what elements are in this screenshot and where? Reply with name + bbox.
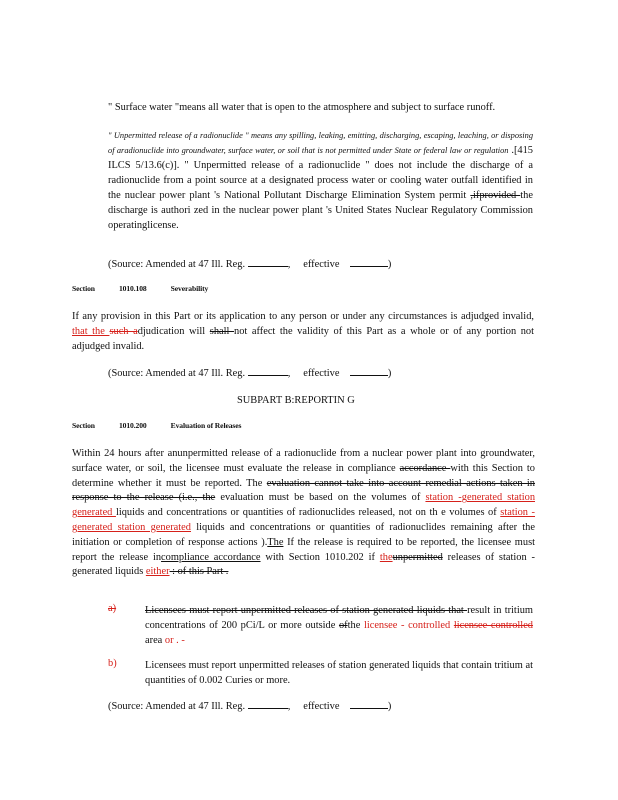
- evaluation-strike-accordance: accordance: [399, 462, 451, 474]
- source-effective: effective: [303, 701, 340, 712]
- source-blank-reg: [248, 698, 288, 709]
- definition-unpermitted-text-b: the discharge is authori zed in the nuclear power plant 's United States Nuclear Regulatory Commission operatinglicense.: [108, 190, 533, 231]
- source-label: (Source: Amended at 47 Ill. Reg.: [108, 701, 246, 712]
- item-b-text: Licensees must report unpermitted releases of station generated liquids that contain tritium at quantities of 0.002 Curies or more.: [145, 660, 533, 686]
- severability-text-b: djudication will: [137, 326, 210, 337]
- item-a-label: [108, 603, 116, 614]
- item-a-text-2: the: [347, 620, 364, 631]
- item-b-label-text: b): [108, 658, 117, 669]
- section-title: Evaluation of Releases: [170, 421, 242, 430]
- evaluation-strike-remedial: evaluation cannot take into account remedial actions taken in response to the release (i.e., the: [72, 477, 535, 504]
- item-a-strike-of: of: [338, 620, 348, 631]
- evaluation-paragraph: [72, 447, 535, 580]
- item-a-text-3: area: [145, 635, 165, 646]
- source-blank-date: [350, 256, 388, 267]
- section-1010-108-heading: [72, 284, 232, 293]
- evaluation-text-1: Within 24 hours after anunpermitted release of a radionuclide from a nuclear power plant into groundwater, surface water, or soil, the licensee must evaluate the release in compliance: [72, 448, 535, 474]
- source-blank-reg: [248, 365, 288, 376]
- evaluation-strike-of-this-part: : of this Part .: [169, 566, 229, 578]
- source-effective: effective: [303, 368, 340, 379]
- evaluation-insert-either: either: [145, 566, 170, 578]
- definition-surface-water: [108, 100, 538, 115]
- subpart-title: [237, 393, 355, 408]
- evaluation-compliance-accordance: compliance accordance: [161, 551, 261, 563]
- item-a-label-text: a): [108, 603, 117, 614]
- source-close: ): [387, 368, 392, 379]
- definition-strike-if: ,if: [470, 190, 480, 201]
- section-number: 1010.108: [118, 284, 147, 293]
- source-blank-reg: [248, 256, 288, 267]
- item-a-text-1: result in tritium concentrations of 200 pCi/L or more outside: [145, 605, 533, 631]
- section-1010-200-heading: [72, 421, 265, 430]
- evaluation-insert-the: The: [267, 536, 284, 548]
- definition-strike-provided: provided: [479, 190, 521, 201]
- source-line-3: (Source: Amended at 47 Ill. Reg. , effective ): [108, 698, 391, 712]
- evaluation-text-6: If the release is required to be reported, the licensee must report the release in: [72, 536, 535, 563]
- source-label: (Source: Amended at 47 Ill. Reg.: [108, 368, 246, 379]
- evaluation-insert-station-generated-1: station -generated station generated: [72, 492, 536, 519]
- severability-paragraph: [72, 309, 534, 354]
- item-a-insert-or: or . -: [164, 635, 185, 646]
- item-b-label: [108, 658, 117, 669]
- section-label: Section: [72, 284, 95, 293]
- source-line-1: (Source: Amended at 47 Ill. Reg. , effective ): [108, 256, 391, 270]
- evaluation-text-5: liquids and concentrations or quantities of radionuclides remaining after the initiation or completion of response actions ).: [72, 521, 535, 548]
- severability-text-c: not affect the validity of this Part as a whole or of any portion not adjudged invalid.: [72, 326, 534, 352]
- evaluation-insert-station-generated-2: station - generated station generated: [72, 507, 536, 533]
- section-number: 1010.200: [118, 421, 147, 430]
- source-effective: effective: [303, 259, 340, 270]
- evaluation-text-7: with Section 1010.202 if: [260, 551, 380, 563]
- source-close: ): [387, 701, 392, 712]
- source-blank-date: [350, 365, 388, 376]
- evaluation-insert-the-2: the: [379, 551, 393, 563]
- definition-unpermitted-small-text: " Unpermitted release of a radionuclide " means any spilling, leaking, emitting, discharging, escaping, leaching, or disposing of aradionuclide into groundwater, surface water, or soil that is not permitted under State or federal law or regulation: [108, 131, 533, 155]
- evaluation-text-2: with this Section to determine whether it must be reported. The: [72, 462, 536, 489]
- severability-text-a: If any provision in this Part or its application to any person or under any circumstances is adjudged invalid,: [72, 311, 534, 322]
- evaluation-strike-unpermitted: unpermitted: [392, 551, 443, 563]
- section-label: Section: [72, 421, 95, 430]
- item-a-strike-text: Licensees must report unpermitted releases of station generated liquids that: [145, 605, 468, 616]
- evaluation-text-3: evaluation must be based on the volumes of: [215, 492, 426, 504]
- definition-surface-water-text: " Surface water "means all water that is open to the atmosphere and subject to surface runoff.: [108, 102, 496, 113]
- source-line-2: (Source: Amended at 47 Ill. Reg. , effective ): [108, 365, 391, 379]
- item-a-strike-licensee-controlled: licensee controlled: [453, 620, 534, 631]
- severability-strike-shall: shall: [209, 326, 234, 337]
- definition-unpermitted-release: [108, 128, 533, 233]
- item-b-paragraph: [145, 658, 533, 688]
- severability-strike-such: such a: [109, 326, 138, 337]
- section-title: Severability: [170, 284, 209, 293]
- source-label: (Source: Amended at 47 Ill. Reg.: [108, 259, 246, 270]
- source-blank-date: [350, 698, 388, 709]
- evaluation-text-8: releases of station -generated liquids: [72, 551, 535, 578]
- evaluation-text-4: liquids and concentrations or quantities of radionuclides released, not on th e volumes of: [115, 507, 501, 519]
- item-a-paragraph: [145, 603, 533, 648]
- definition-unpermitted-citation: .[415: [508, 145, 533, 156]
- subpart-title-text: SUBPART B:REPORTIN G: [237, 395, 355, 406]
- severability-insert-that-the: that the: [72, 326, 110, 337]
- item-a-insert-licensee-controlled: licensee - controlled: [363, 620, 454, 631]
- source-close: ): [387, 259, 392, 270]
- definition-unpermitted-text-a: ILCS 5/13.6(c)]. " Unpermitted release of a radionuclide " does not include the discharge of a radionuclide from a point source at a designated process water or cooling water outfall identified in the nuclear power plant 's National Pollutant Discharge Elimination System permit: [108, 160, 533, 201]
